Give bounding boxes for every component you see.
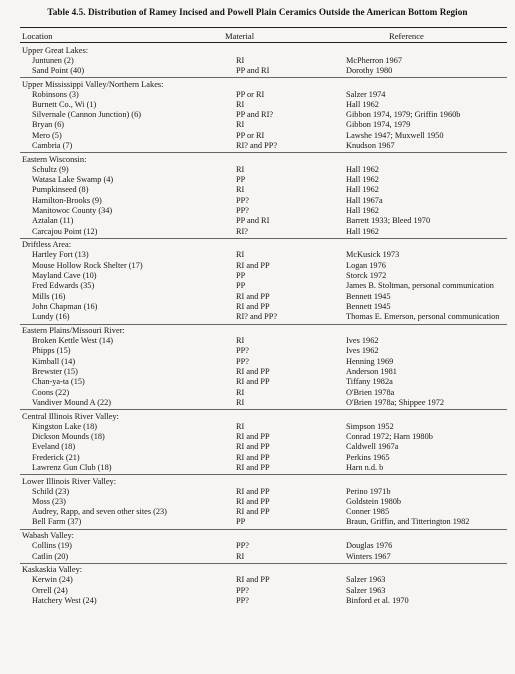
site-cell: Mills (16): [32, 291, 66, 301]
table-row: [20, 120, 507, 130]
table-row: [20, 388, 507, 398]
site-cell: Mero (5): [32, 130, 62, 140]
reference-cell: Dorothy 1980: [346, 65, 393, 75]
reference-cell: Braun, Griffin, and Titterington 1982: [346, 517, 470, 527]
site-cell: Lundy (16): [32, 312, 70, 322]
table-row: [20, 517, 507, 527]
site-cell: Robinsons (3): [32, 89, 79, 99]
reference-cell: Simpson 1952: [346, 421, 394, 431]
reference-cell: O'Brien 1978a: [346, 387, 395, 397]
table-row: [20, 586, 507, 596]
region-group: [20, 530, 507, 564]
material-cell: RI: [236, 387, 245, 397]
table-row: [20, 422, 507, 432]
material-cell: PP or RI: [236, 89, 265, 99]
material-cell: PP: [236, 517, 246, 527]
material-cell: RI: [236, 120, 245, 130]
table-row: [20, 216, 507, 226]
material-cell: RI: [236, 336, 245, 346]
reference-cell: Hall 1967a: [346, 195, 383, 205]
table-row: [20, 432, 507, 442]
table-row: [20, 453, 507, 463]
reference-cell: Ives 1962: [346, 346, 379, 356]
site-cell: Juntunen (2): [32, 55, 74, 65]
material-cell: RI and PP: [236, 452, 270, 462]
material-cell: RI: [236, 185, 245, 195]
region-group: [20, 325, 507, 411]
reference-cell: Hall 1962: [346, 206, 379, 216]
reference-cell: Harn n.d. b: [346, 462, 384, 472]
table-caption: Table 4.5. Distribution of Ramey Incised and Powell Plain Ceramics Outside the American Bottom Region: [47, 7, 468, 17]
material-cell: RI: [236, 250, 245, 260]
table-row: [20, 442, 507, 452]
site-cell: Watasa Lake Swamp (4): [32, 175, 114, 185]
site-cell: Schultz (9): [32, 164, 69, 174]
reference-cell: McKusick 1973: [346, 250, 400, 260]
reference-cell: McPherron 1967: [346, 55, 402, 65]
material-cell: RI: [236, 397, 245, 407]
site-cell: Hatchery West (24): [32, 595, 97, 605]
site-cell: Mouse Hollow Rock Shelter (17): [32, 260, 143, 270]
site-cell: Frederick (21): [32, 452, 80, 462]
site-cell: Kimball (14): [32, 356, 76, 366]
reference-cell: Binford et al. 1970: [346, 595, 409, 605]
reference-cell: Gibbon 1974, 1979; Griffin 1960b: [346, 110, 461, 120]
site-cell: Phipps (15): [32, 346, 71, 356]
table-row: [20, 398, 507, 408]
reference-cell: Douglas 1976: [346, 541, 393, 551]
table-row: [20, 377, 507, 387]
site-cell: Burnett Co., Wi (1): [32, 99, 97, 109]
reference-cell: Thomas E. Emerson, personal communication: [346, 312, 500, 322]
table-row: [20, 302, 507, 312]
material-cell: PP?: [236, 206, 249, 216]
site-cell: Vandiver Mound A (22): [32, 397, 112, 407]
region-group: [20, 44, 507, 78]
site-cell: Sand Point (40): [32, 65, 85, 75]
reference-cell: Storck 1972: [346, 271, 387, 281]
table-row: [20, 100, 507, 110]
site-cell: John Chapman (16): [32, 301, 98, 311]
reference-cell: Winters 1967: [346, 551, 391, 561]
region-title: Upper Great Lakes:: [22, 45, 89, 55]
material-cell: RI: [236, 551, 245, 561]
table-row: [20, 131, 507, 141]
table-row: [20, 292, 507, 302]
header-reference: Reference: [389, 31, 424, 41]
table-row: [20, 367, 507, 377]
material-cell: PP: [236, 175, 246, 185]
site-cell: Schild (23): [32, 486, 70, 496]
reference-cell: Hall 1962: [346, 164, 379, 174]
reference-cell: O'Brien 1978a; Shippee 1972: [346, 397, 445, 407]
reference-cell: Bennett 1945: [346, 301, 391, 311]
site-cell: Kerwin (24): [32, 575, 73, 585]
site-cell: Coons (22): [32, 387, 70, 397]
material-cell: PP?: [236, 585, 249, 595]
material-cell: RI and PP: [236, 507, 270, 517]
reference-cell: Hall 1962: [346, 175, 379, 185]
material-cell: PP: [236, 271, 246, 281]
region-group: [20, 78, 507, 153]
table-row: [20, 227, 507, 237]
material-cell: RI? and PP?: [236, 312, 278, 322]
region-title: Central Illinois River Valley:: [22, 411, 119, 421]
site-cell: Audrey, Rapp, and seven other sites (23): [32, 507, 167, 517]
site-cell: Broken Kettle West (14): [32, 336, 113, 346]
material-cell: PP?: [236, 541, 249, 551]
material-cell: PP and RI?: [236, 110, 274, 120]
material-cell: RI and PP: [236, 431, 270, 441]
material-cell: RI and PP: [236, 496, 270, 506]
material-cell: RI and PP: [236, 301, 270, 311]
table-row: [20, 463, 507, 473]
site-cell: Kingston Lake (18): [32, 421, 97, 431]
material-cell: RI: [236, 99, 245, 109]
material-cell: RI: [236, 164, 245, 174]
reference-cell: Bennett 1945: [346, 291, 391, 301]
site-cell: Aztalan (11): [32, 216, 74, 226]
material-cell: RI: [236, 55, 245, 65]
site-cell: Lawrenz Gun Club (18): [32, 462, 112, 472]
table-row: [20, 110, 507, 120]
region-group: [20, 239, 507, 325]
region-title: Kaskaskia Valley:: [22, 565, 83, 575]
material-cell: RI and PP: [236, 260, 270, 270]
reference-cell: Goldstein 1980b: [346, 496, 402, 506]
site-cell: Catlin (20): [32, 551, 69, 561]
region-title: Eastern Wisconsin:: [22, 154, 87, 164]
table-row: [20, 196, 507, 206]
table-row: [20, 507, 507, 517]
reference-cell: Caldwell 1967a: [346, 442, 399, 452]
reference-cell: Anderson 1981: [346, 366, 397, 376]
top-rule: [20, 27, 507, 28]
region-title: Upper Mississippi Valley/Northern Lakes:: [22, 79, 164, 89]
material-cell: PP?: [236, 595, 249, 605]
material-cell: RI and PP: [236, 486, 270, 496]
table-row: [20, 206, 507, 216]
table-row: [20, 175, 507, 185]
reference-cell: Ives 1962: [346, 336, 379, 346]
material-cell: RI and PP: [236, 442, 270, 452]
table-row: [20, 552, 507, 562]
header-rule: [20, 42, 507, 43]
site-cell: Hamilton-Brooks (9): [32, 195, 102, 205]
table-row: [20, 487, 507, 497]
table-row: [20, 250, 507, 260]
material-cell: RI? and PP?: [236, 141, 278, 151]
region-title: Eastern Plains/Missouri River:: [22, 326, 125, 336]
reference-cell: Henning 1969: [346, 356, 394, 366]
reference-cell: Hall 1962: [346, 185, 379, 195]
reference-cell: Salzer 1974: [346, 89, 386, 99]
table-row: [20, 141, 507, 151]
header-location: Location: [22, 31, 53, 41]
site-cell: Hartley Fort (13): [32, 250, 89, 260]
site-cell: Fred Edwards (35): [32, 281, 95, 291]
table-row: [20, 497, 507, 507]
site-cell: Moss (23): [32, 496, 66, 506]
reference-cell: Knudson 1967: [346, 141, 395, 151]
region-title: Driftless Area:: [22, 240, 72, 250]
site-cell: Orrell (24): [32, 585, 68, 595]
table-row: [20, 56, 507, 66]
reference-cell: Gibbon 1974, 1979: [346, 120, 411, 130]
region-group: [20, 475, 507, 530]
material-cell: PP and RI: [236, 216, 270, 226]
table-row: [20, 66, 507, 76]
material-cell: RI and PP: [236, 462, 270, 472]
site-cell: Eveland (18): [32, 442, 76, 452]
header-material: Material: [225, 31, 255, 41]
region-group: [20, 153, 507, 239]
material-cell: PP or RI: [236, 130, 265, 140]
reference-cell: Tiffany 1982a: [346, 377, 393, 387]
site-cell: Dickson Mounds (18): [32, 431, 105, 441]
material-cell: PP?: [236, 195, 249, 205]
reference-cell: Hall 1962: [346, 99, 379, 109]
table-row: [20, 541, 507, 551]
table-row: [20, 185, 507, 195]
site-cell: Bell Farm (37): [32, 517, 82, 527]
material-cell: PP?: [236, 356, 249, 366]
site-cell: Chan-ya-ta (15): [32, 377, 85, 387]
site-cell: Pumpkinseed (8): [32, 185, 89, 195]
site-cell: Collins (19): [32, 541, 72, 551]
table-row: [20, 261, 507, 271]
reference-cell: Lawshe 1947; Muxwell 1950: [346, 130, 444, 140]
material-cell: RI and PP: [236, 377, 270, 387]
table-row: [20, 596, 507, 606]
material-cell: RI?: [236, 226, 248, 236]
table-row: [20, 165, 507, 175]
table-row: [20, 281, 507, 291]
table-row: [20, 357, 507, 367]
site-cell: Manitowoc County (34): [32, 206, 113, 216]
material-cell: RI and PP: [236, 366, 270, 376]
site-cell: Brewster (15): [32, 366, 78, 376]
reference-cell: Perino 1971b: [346, 486, 391, 496]
reference-cell: Hall 1962: [346, 226, 379, 236]
table-row: [20, 346, 507, 356]
reference-cell: Salzer 1963: [346, 575, 386, 585]
table-body: [20, 44, 507, 607]
reference-cell: Barrett 1933; Bleed 1970: [346, 216, 431, 226]
region-title: Lower Illinois River Valley:: [22, 476, 117, 486]
site-cell: Mayland Cave (10): [32, 271, 97, 281]
reference-cell: Conrad 1972; Harn 1980b: [346, 431, 433, 441]
table-row: [20, 336, 507, 346]
table-row: [20, 271, 507, 281]
reference-cell: Conner 1985: [346, 507, 390, 517]
table-row: [20, 575, 507, 585]
region-group: [20, 564, 507, 607]
site-cell: Carcajou Point (12): [32, 226, 98, 236]
site-cell: Cambria (7): [32, 141, 73, 151]
region-group: [20, 410, 507, 475]
reference-cell: Perkins 1965: [346, 452, 390, 462]
reference-cell: Logan 1976: [346, 260, 386, 270]
material-cell: PP?: [236, 346, 249, 356]
site-cell: Silvernale (Cannon Junction) (6): [32, 110, 141, 120]
material-cell: PP and RI: [236, 65, 270, 75]
table-row: [20, 312, 507, 322]
material-cell: RI: [236, 421, 245, 431]
material-cell: RI and PP: [236, 575, 270, 585]
reference-cell: Salzer 1963: [346, 585, 386, 595]
region-title: Wabash Valley:: [22, 531, 74, 541]
material-cell: RI and PP: [236, 291, 270, 301]
material-cell: PP: [236, 281, 246, 291]
reference-cell: James B. Stoltman, personal communication: [346, 281, 494, 291]
table-row: [20, 90, 507, 100]
site-cell: Bryan (6): [32, 120, 65, 130]
